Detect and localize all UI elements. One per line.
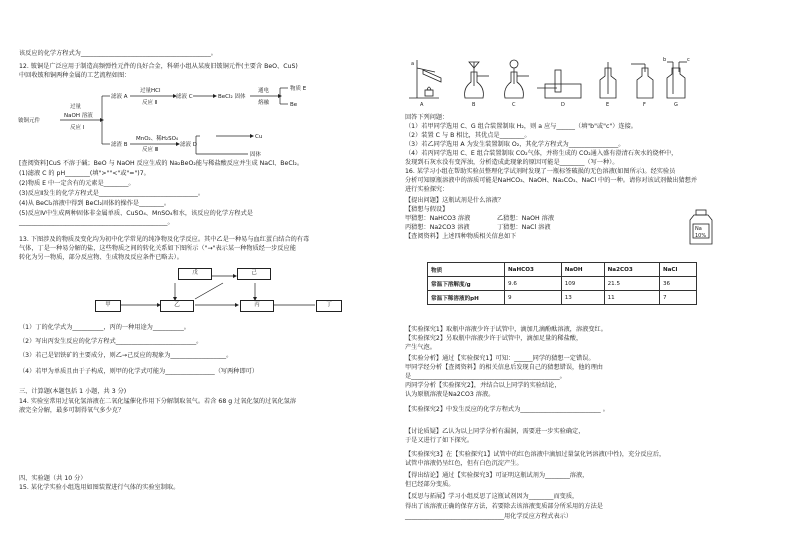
flow-excess: 过量 bbox=[70, 104, 82, 110]
flow-cu: Cu bbox=[255, 134, 263, 140]
flow-filtrate-a: 滤液 A bbox=[111, 94, 128, 100]
node-yi: 乙 bbox=[160, 300, 194, 312]
q13-line-1: 13. 下图涉及的物质及变化均为初中化学常见的纯净物及化学反应。其中乙是一种易与血红蛋白结合的有毒 bbox=[19, 236, 310, 243]
table-header-cell: NaCl bbox=[659, 263, 696, 277]
body-line-1: 【实验探究2】另取瓶中溶液少许于试管中，滴加足量的稀盐酸， bbox=[405, 335, 583, 342]
body-line-6: 丙同学分析【实验探究2】，并结合以上同学的实验结论， bbox=[405, 382, 561, 389]
apparatus-label-d: D bbox=[561, 102, 565, 108]
prev-equation-line: 该反应的化学方程式为__________________________________________。 bbox=[19, 50, 217, 57]
calc-section-title: 三、计算题(本题包括 1 小题，共 3 分) bbox=[19, 388, 127, 395]
q15-sub-4b: 发现到石灰水没有变浑浊，分析造成此现象的原因可能是________（写一种）。 bbox=[405, 159, 619, 166]
table-row bbox=[428, 277, 697, 291]
guess-bing: 丙猜想：Na2CO3 溶液 bbox=[405, 224, 470, 231]
bottle-percent: 10% bbox=[695, 233, 707, 239]
flow-substance-e: 物质 E bbox=[290, 86, 307, 92]
apparatus-label-a: A bbox=[420, 102, 424, 108]
q13-diagram-lines bbox=[95, 267, 355, 327]
svg-text:a: a bbox=[411, 61, 415, 67]
node-bing: 丙 bbox=[240, 300, 274, 312]
apparatus-label-b: B bbox=[472, 102, 476, 108]
q16-line-2: 分析可知原瓶溶液中的溶质可能是NaHCO₃、NaOH、Na₂CO₃、NaCl 中的一种。请你对该试剂做出猜想并 bbox=[405, 177, 698, 184]
body-line-14: 【得出结论】通过【实验探究3】可证明这瓶试剂为________溶液， bbox=[405, 472, 589, 479]
q12-intro-line-2: 中回收铍和铜两种金属的工艺流程如图： bbox=[19, 72, 131, 79]
q12-sub-2: (2)物质 E 中一定含有的元素是________。 bbox=[19, 180, 135, 187]
table-cell: 9 bbox=[505, 291, 562, 305]
flow-filtrate-d: 滤液 D bbox=[180, 142, 197, 148]
flow-be: Be bbox=[290, 102, 298, 108]
apparatus-label-e: E bbox=[606, 102, 610, 108]
flow-hcl: 过量HCl bbox=[140, 88, 161, 94]
flow-solid: 固体 bbox=[250, 152, 262, 158]
q12-sub-1: (1)滤液 C 的 pH________(填">""<"或"=")7。 bbox=[19, 170, 150, 177]
q15-intro: 15. 某化学实验小组选用如图装置进行气体的实验室制取。 bbox=[19, 484, 180, 491]
q12-sub-5: (5)反应Ⅳ中生成两种固体非金属单质、CuSO₄、MnSO₄和水，该反应的化学方程式是 bbox=[19, 210, 253, 217]
apparatus-label-f: F bbox=[643, 102, 646, 108]
node-ji: 己 bbox=[237, 268, 271, 280]
table-header-row bbox=[428, 263, 697, 277]
body-line-10: 【讨论质疑】乙认为以上同学分析有漏洞，需要进一步实验确定， bbox=[405, 428, 585, 435]
table-cell: 9.6 bbox=[505, 277, 562, 291]
table-cell: 21.5 bbox=[604, 277, 659, 291]
svg-text:c: c bbox=[687, 57, 690, 63]
table-cell: 7 bbox=[659, 291, 696, 305]
flow-solid-b: 滤渣 B bbox=[111, 142, 128, 148]
flow-naoh: NaOH 溶液 bbox=[64, 113, 93, 119]
body-line-16: 【反思与拓展】学习小组反思了这瓶试剂因为________而变质， bbox=[405, 493, 579, 500]
body-line-2: 产生气泡。 bbox=[405, 344, 436, 351]
flow-react1: 反应 Ⅰ bbox=[70, 125, 85, 131]
body-line-8: 【实验探究2】中发生反应的化学方程式为__________________________ 。 bbox=[405, 406, 609, 413]
table-cell: 13 bbox=[561, 291, 604, 305]
q12-flowchart bbox=[18, 84, 358, 164]
flow-electrolysis: 通电 bbox=[258, 88, 270, 94]
q13-sub-1: （1）丁的化学式为__________，丙的一种用途为__________。 bbox=[19, 324, 190, 331]
node-ding: 丁 bbox=[316, 300, 342, 312]
table-cell: 常温下溶解度/g bbox=[428, 277, 505, 291]
exp-section-title: 四、实验题（共 10 分） bbox=[19, 475, 87, 482]
table-cell: 109 bbox=[561, 277, 604, 291]
node-wu: 戊 bbox=[178, 268, 212, 280]
body-line-7: 认为原瓶溶液是Na2CO3 溶液。 bbox=[405, 391, 495, 398]
body-line-17: 得出了该溶液正确的保存方法，若要除去该溶液变质部分所采用的方法是 bbox=[405, 503, 603, 510]
flow-mno2: MnO₂、稀H₂SO₄ bbox=[136, 136, 179, 142]
svg-text:b: b bbox=[663, 57, 667, 63]
q15-sub-2: （2）装置 C 与 B 相比，其优点是________。 bbox=[405, 132, 531, 139]
q16-line-1: 16. 某学习小组在帮助实验员整理化学试剂时发现了一瓶标签破损的无色溶液(如图所示)。经实验员 bbox=[405, 168, 676, 175]
table-cell: 36 bbox=[659, 277, 696, 291]
body-line-12: 【实验探究3】在【实验探究1】试管中的红色溶液中滴加过量氯化钙溶液(中性)，充分反应后， bbox=[405, 451, 666, 458]
table-header-cell: Na2CO3 bbox=[604, 263, 659, 277]
guess-ding: 丁猜想：NaCl 溶液 bbox=[497, 224, 551, 231]
q12-sub-3: (3)反应Ⅱ发生的化学方程式是________________________________。 bbox=[19, 190, 205, 197]
body-line-0: 【实验探究1】取瓶中溶液少许于试管中，滴加几滴酚酞溶液，溶液变红。 bbox=[405, 326, 607, 333]
node-jia: 甲 bbox=[95, 300, 121, 312]
q13-sub-4: （4）若甲为单质且由于子构成，则甲的化学式可能为________________（写两种即可） bbox=[19, 368, 259, 375]
q15-sub-3: （3）若乙同学选用 A 为发生装置制取 O₂，其化学方程式为________________。 bbox=[405, 141, 625, 148]
table-header-cell: 物质 bbox=[428, 263, 505, 277]
guess-title: 【猜想与假设】 bbox=[405, 206, 449, 213]
table-cell: 11 bbox=[604, 291, 659, 305]
raise-question: 【提出问题】这瓶试剂是什么溶液？ bbox=[405, 197, 504, 204]
guess-jia: 甲猜想：NaHCO3 溶液 bbox=[405, 215, 471, 222]
lab-apparatus-figure bbox=[405, 58, 785, 108]
q13-sub-2: （2）写出丙发生反应的化学方程式__________________________。 bbox=[19, 338, 203, 345]
flow-filtrate-c: 滤液 C bbox=[176, 94, 193, 100]
q14-line-2: 液完全分解，最多可制得氧气多少克？ bbox=[19, 407, 125, 414]
table-row bbox=[428, 291, 697, 305]
guess-yi: 乙猜想：NaOH 溶液 bbox=[497, 215, 555, 222]
flow-react2: 反应 Ⅱ bbox=[142, 100, 158, 106]
q13-line-2: 气体，丁是一种易分解的盐，这些物质之间的转化关系如下图所示（"→"表示某一种物质经一步反应能 bbox=[19, 245, 296, 252]
q16-line-3: 进行实验探究： bbox=[405, 186, 449, 193]
q12-info: [查阅资料]CuS 不溶于碱；BeO 与 NaOH 反应生成的 Na₂BeO₂能与稀盐酸反应并生成 NaCl、BeCl₂。 bbox=[19, 160, 304, 167]
flow-start: 铍铜元件 bbox=[18, 118, 41, 124]
body-line-3: 【实验分析】通过【实验探究1】可知：______同学的猜想一定错误。 bbox=[405, 355, 595, 362]
q14-line-1: 14. 实验室常用过氧化氢溶液在二氧化锰催化作用下分解制取氧气。若含 68 g 过氧化氢的过氧化氢溶 bbox=[19, 398, 297, 405]
q12-intro-line-1: 12. 铍铜是广泛应用于制造高频弹性元件的良好合金，科研小组从某废旧铍铜元件(主要含 BeO、CuS) bbox=[19, 63, 298, 70]
apparatus-label-g: G bbox=[674, 102, 678, 108]
body-line-18: ________________________________用化学反应方程式表示） bbox=[405, 513, 573, 520]
flow-react3: 反应 Ⅲ bbox=[142, 147, 159, 153]
q13-sub-3: （3）若己是铝铁矿的主要成分，则乙→己反应的现象为__________________。 bbox=[19, 352, 233, 359]
bottle-formula: Na bbox=[695, 226, 702, 232]
apparatus-label-c: C bbox=[512, 102, 516, 108]
q15-sub-4: （4）若丙同学选用 C、E 组合装置制取 CO₂气体，并将生成的 CO₂通入盛有澄清石灰水的烧杯中， bbox=[405, 150, 678, 157]
body-line-15: 但已经部分变质。 bbox=[405, 481, 455, 488]
q15-answer-prompt: 回答下列问题： bbox=[405, 114, 449, 121]
body-line-5: 是________________________________________________。 bbox=[405, 373, 566, 380]
body-line-13: 试管中溶液仍呈红色，但有白色沉淀产生。 bbox=[405, 460, 523, 467]
flow-becl2: BeCl₂ 固体 bbox=[218, 94, 246, 100]
body-line-11: 于是又进行了如下探究。 bbox=[405, 437, 474, 444]
q12-sub-5-blank: ________________________________________________。 bbox=[19, 219, 174, 226]
body-line-4: 甲同学经分析【查阅资料】的相关信息后发现自己的猜想错误，他的理由 bbox=[405, 364, 603, 371]
q13-line-3: 转化为另一物质，部分反应物、生成物及反应条件已略去）。 bbox=[19, 254, 183, 261]
table-header-cell: NaHCO3 bbox=[505, 263, 562, 277]
q12-sub-4: (4)从 BeCl₂溶液中得到 BeCl₂固体的操作是________。 bbox=[19, 200, 171, 207]
solubility-table bbox=[427, 262, 697, 305]
table-header-cell: NaOH bbox=[561, 263, 604, 277]
flow-fusion: 熔融 bbox=[258, 100, 270, 106]
table-cell: 常温下稀溶液的pH bbox=[428, 291, 505, 305]
q15-sub-1: （1）若甲同学选用 C、G 组合装置制取 H₂，则 a 应与______（填"b"或"c"）连接。 bbox=[405, 123, 637, 130]
reagent-bottle-icon bbox=[682, 208, 722, 248]
check-info: 【查阅资料】上述四种物质相关信息如下 bbox=[405, 233, 517, 240]
